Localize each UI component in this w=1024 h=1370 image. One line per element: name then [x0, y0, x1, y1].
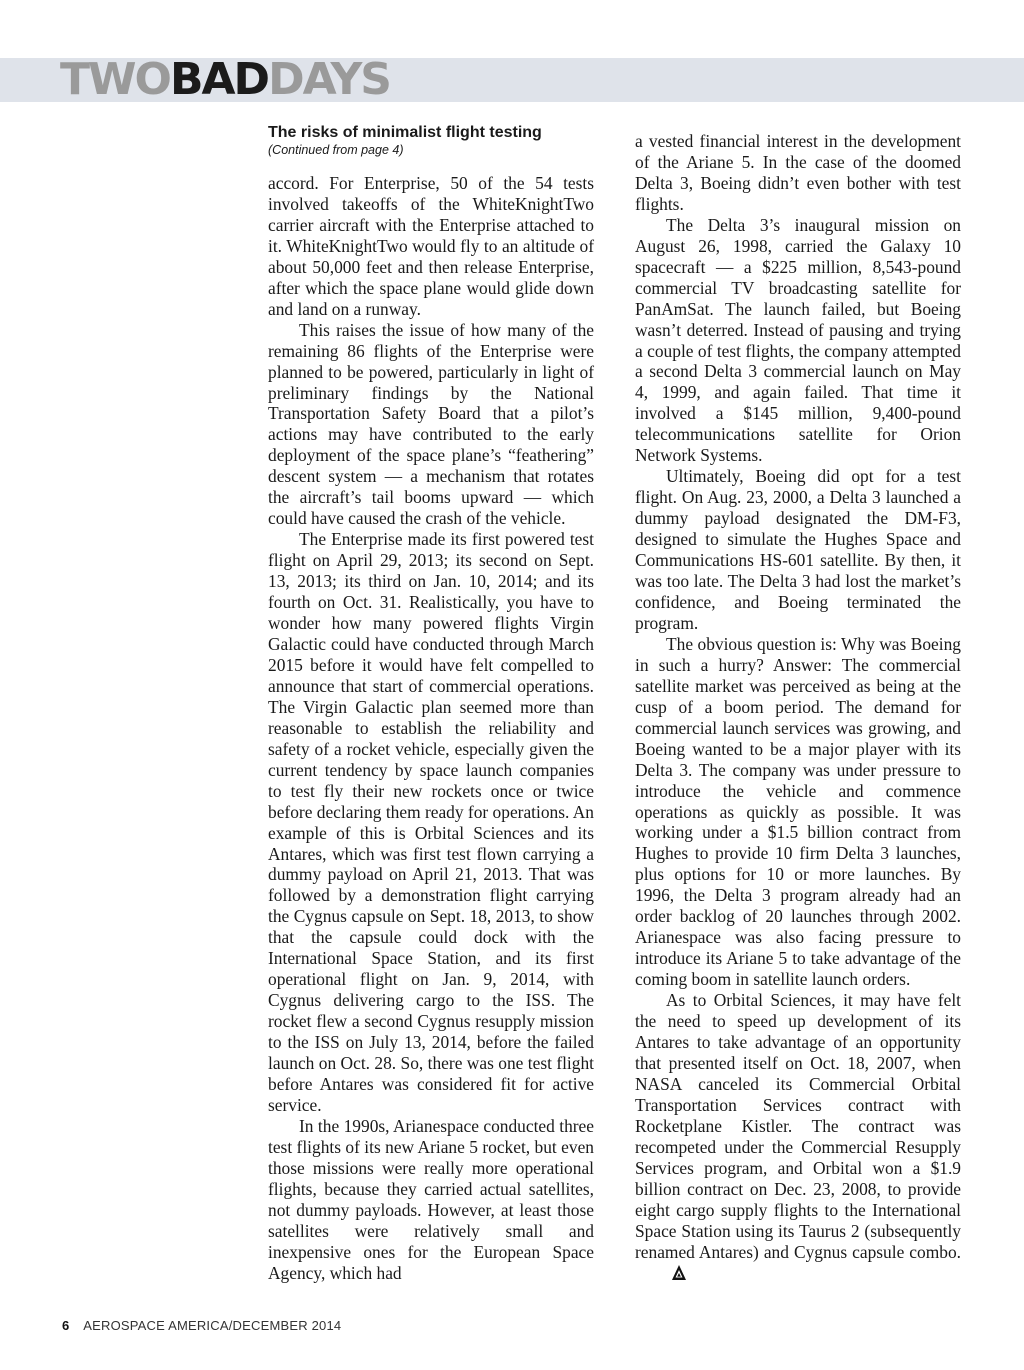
page-number: 6 [62, 1318, 70, 1333]
article-paragraph: accord. For Enterprise, 50 of the 54 tests involved takeoffs of the WhiteKnightTwo carrier aircraft with the Enterprise attached to it. WhiteKnightTwo would fly to an altitude of about 50,000 feet and then release Enterprise, after which the space plane would glide down and land on a runway. [268, 173, 594, 319]
section-title [60, 55, 390, 105]
article-paragraph: The obvious question is: Why was Boeing in such a hurry? Answer: The commercial satellite market was perceived as being at the cusp of a boom period. The demand for commercial launch services was growing, and Boeing wanted to be a major player with its Delta 3. The company was under pressure to introduce the vehicle and commence operations as quickly as possible. It was working under a $1.5 billion contract from Hughes to provide 10 firm Delta 3 launches, plus options for 10 or more launches. By 1996, the Delta 3 program already had an order backlog of 20 launches through 2002. Arianespace was also facing pressure to introduce its Ariane 5 to take advantage of the coming boom in satellite launch orders. [635, 633, 961, 990]
article-paragraph: Ultimately, Boeing did opt for a test flight. On Aug. 23, 2000, a Delta 3 launched a dummy payload designated the DM-F3, designed to simulate the Hughes Space and Communications HS-601 satellite. By then, it was too late. The Delta 3 had lost the market’s confidence, and Boeing terminated the program. [635, 466, 961, 633]
article-paragraph: The Enterprise made its first powered test flight on April 29, 2013; its second on Sept. 13, 2013; its third on Jan. 10, 2014; and its fourth on Oct. 31. Realistically, you have to wonder how many powered flights Virgin Galactic could have conducted through March 2015 before it would have felt compelled to announce that start of commercial operations. The Virgin Galactic plan seemed more than reasonable to establish the reliability and safety of a rocket vehicle, especially given the current tendency by space launch companies to test fly their new rockets once or twice before declaring them ready for operations. An example of this is Orbital Sciences and its Antares, which was first test flown carrying a dummy payload on April 21, 2013. That was followed by a demonstration flight carrying the Cygnus capsule on Sept. 18, 2013, to show that the capsule could dock with the International Space Station, and its first operational flight on Jan. 9, 2014, with Cygnus delivering cargo to the ISS. The rocket flew a second Cygnus resupply mission to the ISS on July 13, 2014, before the failed launch on Oct. 28. So, there was one test flight before Antares was considered fit for active service. [268, 529, 594, 1115]
article-paragraph-last [635, 990, 961, 1285]
aiaa-a-logo-icon [641, 1264, 686, 1285]
article-paragraph: This raises the issue of how many of the remaining 86 flights of the Enterprise were planned to be powered, particularly in light of preliminary findings by the National Transportation Safety Board that a pilot’s actions may have contributed to the early deployment of the space plane’s “feathering” descent system — a mechanism that rotates the aircraft’s tail booms upward — which could have caused the crash of the vehicle. [268, 319, 594, 529]
continued-note: (Continued from page 4) [268, 143, 404, 157]
section-title-bad: BAD [169, 54, 269, 105]
article-column-right [635, 131, 961, 1285]
article-heading: The risks of minimalist flight testing [268, 124, 542, 141]
article-column-left [268, 124, 594, 1284]
article-paragraph-text: As to Orbital Sciences, it may have felt the need to speed up development of its Antares to take advantage of an opportunity that presented itself on Oct. 18, 2007, when NASA canceled its Commercial Orbital Transportation Services contract with Rocketplane Kistler. The contract was recompeted under the Commercial Resupply Services program, and Orbital won a $1.9 billion contract on Dec. 23, 2008, to provide eight cargo supply flights to the International Space Station using its Taurus 2 (subsequently renamed Antares) and Cygnus capsule combo. [635, 990, 961, 1262]
page-footer [62, 1318, 341, 1334]
article-paragraph: a vested financial interest in the development of the Ariane 5. In the case of the doomed Delta 3, Boeing didn’t even bother with test flights. [635, 131, 961, 214]
section-title-two: TWO [60, 54, 170, 105]
section-title-days: DAYS [268, 54, 390, 105]
publication-info: AEROSPACE AMERICA/DECEMBER 2014 [83, 1318, 342, 1333]
article-paragraph: In the 1990s, Arianespace conducted three test flights of its new Ariane 5 rocket, but even those missions were really more operational flights, because they carried actual satellites, not dummy payloads. However, at least those satellites were relatively small and inexpensive ones for the European Space Agency, which had [268, 1115, 594, 1283]
article-paragraph: The Delta 3’s inaugural mission on August 26, 1998, carried the Galaxy 10 spacecraft — a $225 million, 8,543-pound commercial TV broadcasting satellite for PanAmSat. The launch failed, but Boeing wasn’t deterred. Instead of pausing and trying a couple of test flights, the company attempted a second Delta 3 commercial launch on May 4, 1999, and again failed. That time it involved a $145 million, 9,400-pound telecommunications satellite for Orion Network Systems. [635, 214, 961, 466]
